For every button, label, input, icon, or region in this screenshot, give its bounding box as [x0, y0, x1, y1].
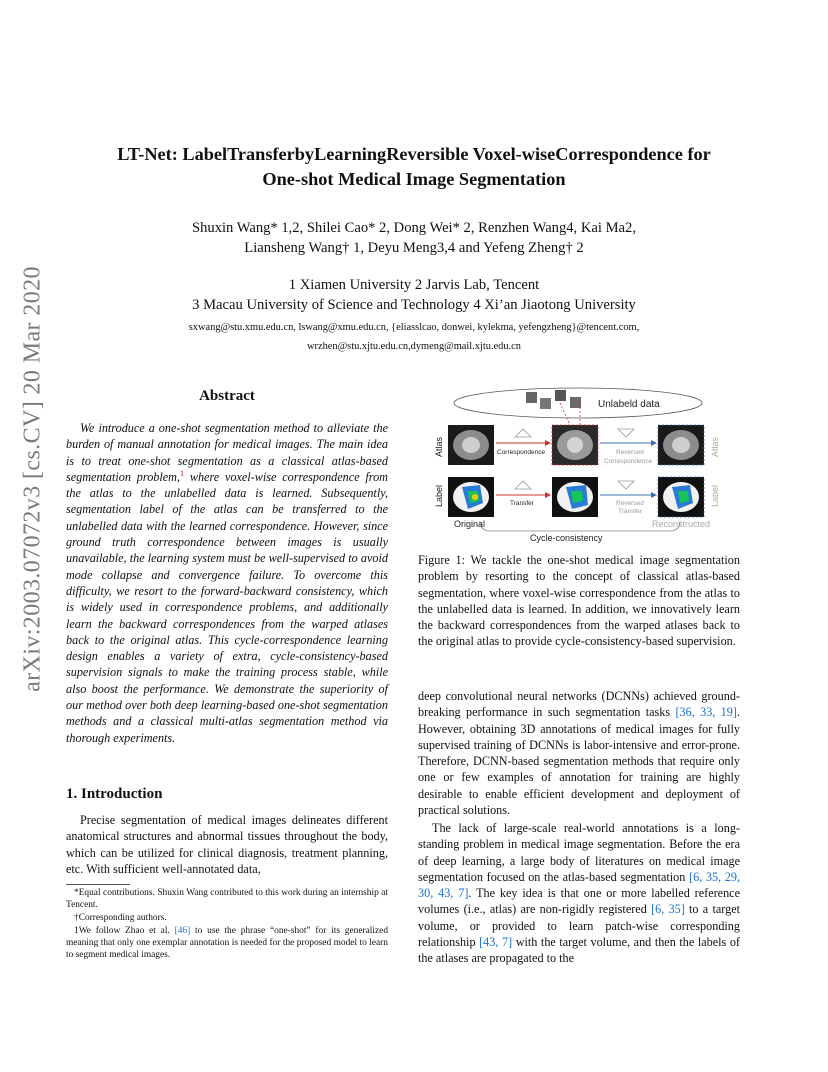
row-label-atlas: Atlas: [434, 436, 444, 457]
affiliation-line-1: 1 Xiamen University 2 Jarvis Lab, Tencent: [288, 277, 540, 293]
footnotes: [66, 887, 388, 962]
correspondence-label: Correspondence: [497, 449, 546, 456]
unlabeled-data-label: Unlabeld data: [598, 399, 660, 410]
figure-caption: Figure 1: We tackle the one-shot medical image segmentation problem by resorting to the concept of classical atlas-based segmentation, where voxel-wise correspondence from the atlas to the unlabelled data is learned. In addition, we innovatively learn the backward correspondences from the warped atlases back to the original atlas to provide cycle-consistency-based supervision.: [418, 553, 740, 649]
affiliation-line-2: 3 Macau University of Science and Technology 4 Xi’an Jiaotong University: [192, 297, 636, 313]
authors-line-1: Shuxin Wang* 1,2, Shilei Cao* 2, Dong Wei* 2, Renzhen Wang4, Kai Ma2,: [192, 220, 636, 236]
unlabeled-thumb: [526, 392, 537, 403]
arxiv-identifier: arXiv:2003.07072v3 [cs.CV] 20 Mar 2020: [19, 266, 46, 692]
author-list: [60, 218, 768, 258]
email-line-2: wrzhen@stu.xjtu.edu.cn,dymeng@mail.xjtu.edu.cn: [307, 341, 521, 352]
footnote-equal-contribution: *Equal contributions. Shuxin Wang contributed to this work during an internship at Tencent.: [66, 888, 388, 910]
title-line-2: One-shot Medical Image Segmentation: [262, 169, 566, 189]
original-label: Original: [454, 519, 486, 529]
cycle-consistency-bracket: [480, 521, 680, 531]
row-label-label: Label: [434, 484, 444, 507]
transfer-label: Transfer: [510, 500, 534, 507]
section-heading-introduction: 1. Introduction: [66, 786, 163, 802]
abstract-body: We introduce a one-shot segmentation method to alleviate the burden of manual annotation for medical images. The main idea is to treat one-shot segmentation as a classical atlas-based segmentation problem,$^1$ where voxel-wise correspondence from the atlas to the unlabelled data is learned. Subsequently, segmentation label of the atlas can be transferred to the unlabelled data with the learned correspondence. However, since ground truth correspondence between images is usually unavailable, the learning system must be well-supervised to avoid mode collapse and convergence failure. To overcome this difficulty, we resort to the forward-backward consistency, which is widely used in correspondence problems, and additionally learn the backward correspondences from the warped atlases back to the original atlas. This cycle-correspondence learning design enables a variety of extra, cycle-consistency-based supervision signals to make the training process stable, while also boost the performance. We demonstrate the superiority of our method over both deep learning-based one-shot segmentation methods and a classical multi-atlas segmentation method via thorough experiments.: [66, 421, 388, 745]
title-line-1: LT-Net: LabelTransferbyLearningReversible Voxel-wiseCorrespondence for: [117, 144, 711, 164]
intro-paragraph: Precise segmentation of medical images delineates different anatomical structures and abnormal tissues throughout the body, which can be utilized for clinical diagnosis, treatment planning, etc. With sufficient well-annotated data,: [66, 813, 388, 876]
right-label-label: Label: [710, 484, 720, 507]
abstract-heading: Abstract: [199, 388, 255, 404]
reconstructed-label: Reconstructed: [652, 519, 711, 529]
footnote-one-shot: 1We follow Zhao et al. [46] to use the phrase “one-shot” for its generalized meaning that only one exemplar annotation is needed for the proposed model to learn to segment medical images.: [66, 926, 389, 960]
reversed-correspondence-label-2: Correspondence: [604, 458, 653, 465]
citation-link[interactable]: [36, 33, 19]: [675, 705, 737, 720]
reversed-correspondence-label-1: Reversed: [616, 449, 644, 456]
reversed-transfer-label-2: Transfer: [618, 508, 642, 515]
cycle-consistency-label: Cycle-consistency: [530, 533, 603, 543]
affiliations: [60, 275, 768, 315]
reversed-transfer-label-1: Reversed: [616, 500, 644, 507]
citation-link[interactable]: [6, 35, 29, 30, 43, 7]: [418, 869, 740, 901]
footnote-corresponding: †Corresponding authors.: [74, 913, 167, 923]
unlabeled-thumb: [555, 390, 566, 401]
figure-1-diagram: [420, 385, 738, 545]
right-paragraph-1: deep convolutional neural networks (DCNNs) achieved ground-breaking performance in such segmentation tasks [36, 33, 19]. However, obtaining 3D annotations of medical images for fully supervised training of DCNNs is labor-intensive and error-prone. Therefore, DCNN-based segmentation methods that require only one or few examples of annotation for training are highly desirable to enable efficient development and deployment of practical solutions.: [418, 689, 740, 818]
email-line-1: sxwang@stu.xmu.edu.cn, lswang@xmu.edu.cn, {eliasslcao, donwei, kylekma, yefengzheng}@tencent.com,: [188, 322, 640, 333]
citation-link[interactable]: [46]: [174, 926, 191, 936]
email-list: [60, 318, 768, 356]
paper-title: [60, 142, 768, 192]
citation-link[interactable]: [6, 35]: [651, 902, 685, 917]
unlabeled-thumb: [570, 397, 581, 408]
citation-link[interactable]: [43, 7]: [479, 935, 513, 950]
unlabeled-thumb: [540, 398, 551, 409]
right-label-atlas: Atlas: [710, 436, 720, 457]
authors-line-2: Liansheng Wang† 1, Deyu Meng3,4 and Yefeng Zheng† 2: [244, 240, 584, 256]
right-paragraph-2: The lack of large-scale real-world annotations is a long-standing problem in medical image segmentation. Before the era of deep learning, a large body of literatures on medical image segmentation focused on the atlas-based segmentation [6, 35, 29, 30, 43, 7]. The key idea is that one or more labelled reference volumes (i.e., atlas) are non-rigidly registered [6, 35] to a target volume, or provided to learn patch-wise corresponding relationship [43, 7] with the target volume, and then the labels of the atlases are propagated to the: [418, 821, 740, 966]
footnote-ref[interactable]: 1: [180, 468, 184, 478]
footnote-divider: [66, 884, 130, 885]
